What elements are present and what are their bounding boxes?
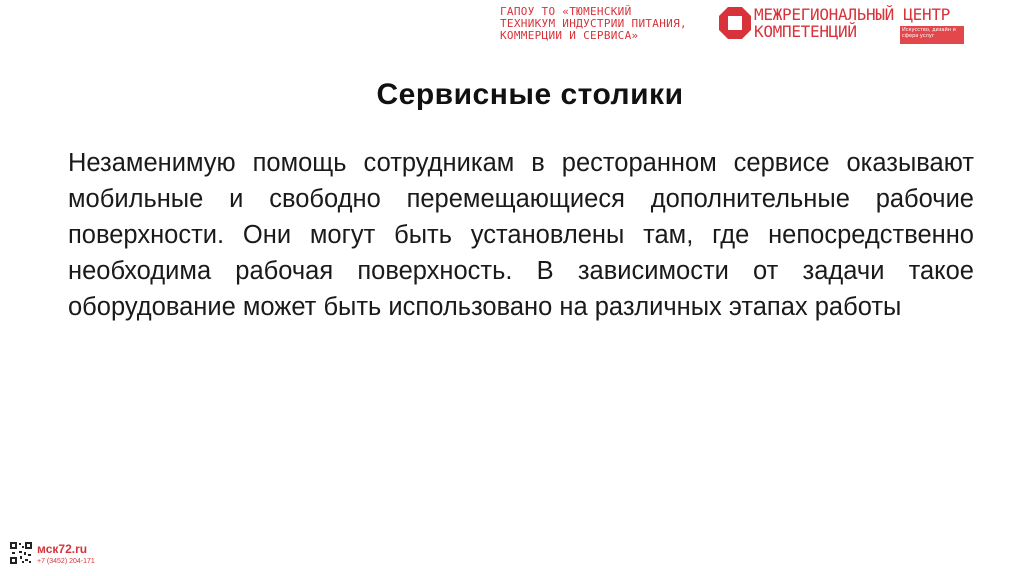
organization-name-line: ГАПОУ ТО «ТЮМЕНСКИЙ [500, 5, 632, 18]
center-name-line: КОМПЕТЕНЦИЙ [754, 22, 857, 41]
organization-name-line: ТЕХНИКУМ ИНДУСТРИИ ПИТАНИЯ, [500, 17, 687, 30]
logo-mark-icon [718, 6, 752, 40]
organization-name-line: КОММЕРЦИИ И СЕРВИСА» [500, 29, 639, 42]
qr-code-icon [10, 542, 32, 564]
organization-name [500, 6, 687, 42]
center-tagline: Искусство, дизайн и сфера услуг [900, 26, 964, 44]
page-title: Сервисные столики [376, 78, 684, 111]
body-text: Незаменимую помощь сотрудникам в ресторанном сервисе оказывают мобильные и свободно перемещающиеся дополнительные рабочие поверхности. Они могут быть установлены там, где непосредственно необходима рабочая поверхность. В зависимости от задачи такое оборудование может быть использовано на различных этапах работы [68, 149, 974, 321]
website-link[interactable]: мск72.ru [37, 542, 88, 556]
phone-number: +7 (3452) 204-171 [37, 558, 95, 565]
center-name-line: МЕЖРЕГИОНАЛЬНЫЙ ЦЕНТР [754, 5, 950, 24]
